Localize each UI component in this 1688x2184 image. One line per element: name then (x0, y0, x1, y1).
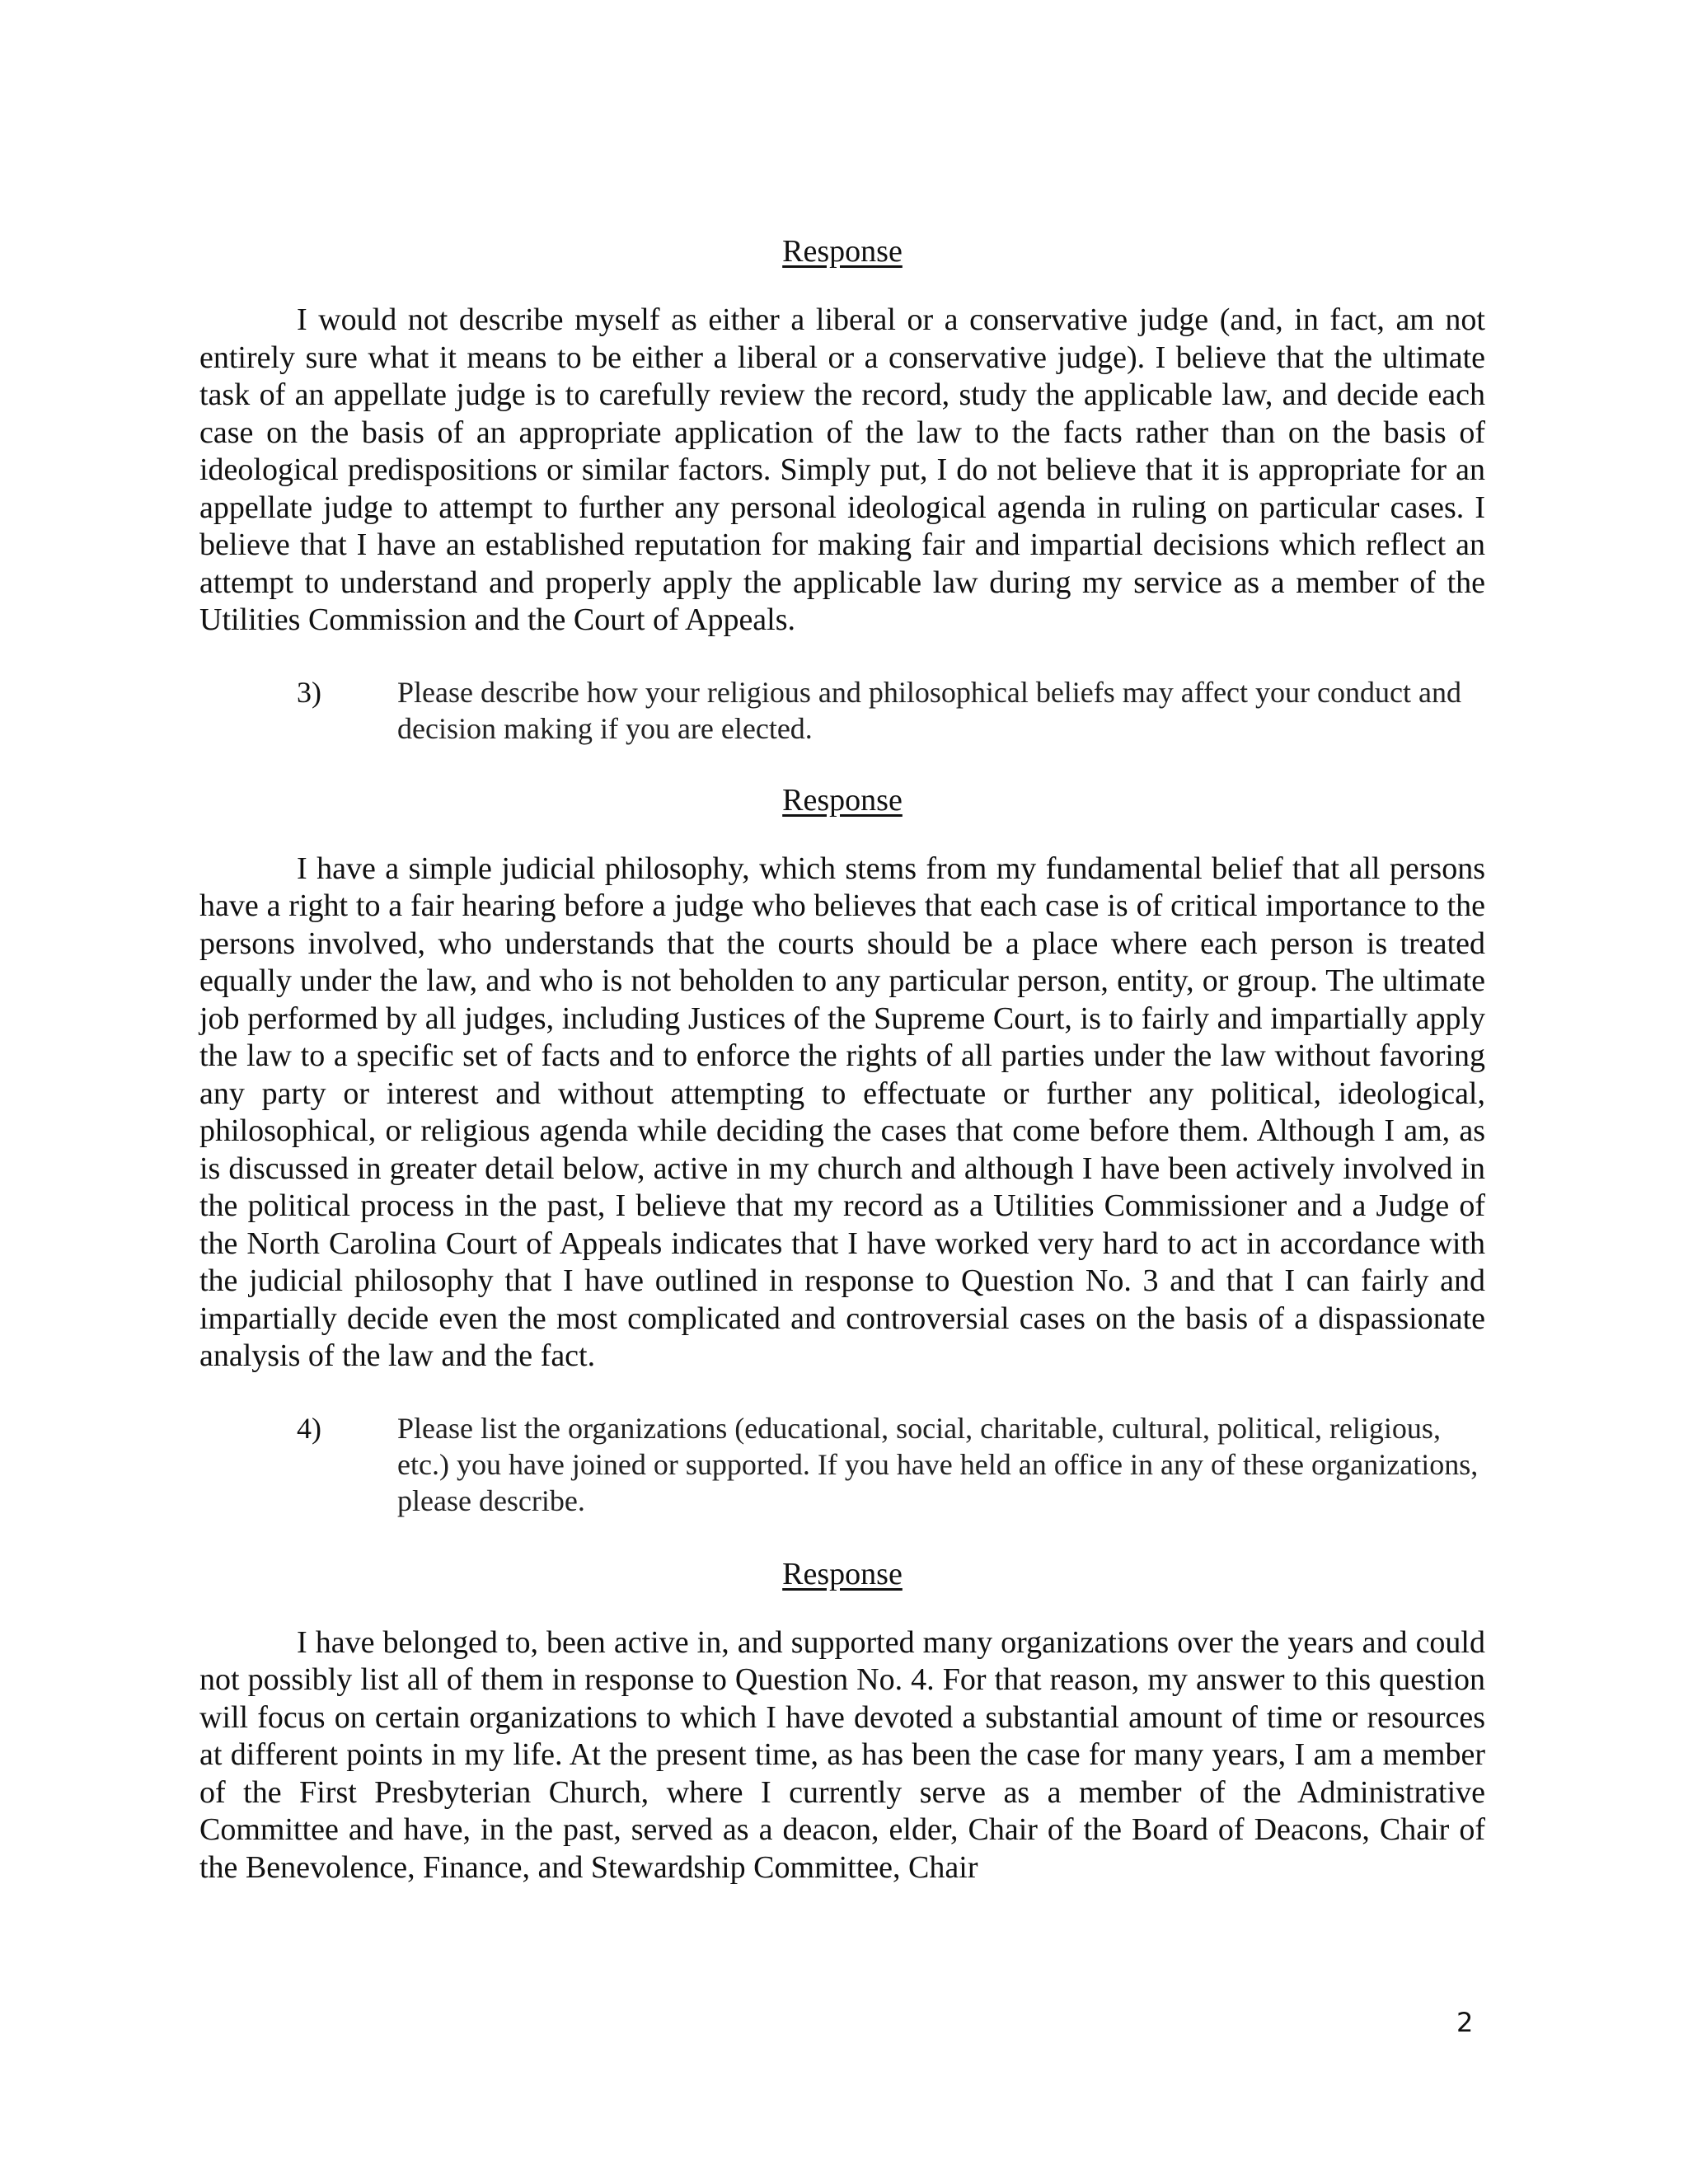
response-paragraph: I would not describe myself as either a liberal or a conservative judge (and, in fact, am not entirely sure what it means to be either a liberal or a conservative judge). I believe that the ultimate task of an appellate judge is to carefully review the record, study the applicable law, and decide each case on the basis of an appropriate application of the law to the facts rather than on the basis of ideological predispositions or similar factors. Simply put, I do not believe that it is appropriate for an appellate judge to attempt to further any personal ideological agenda in ruling on particular cases. I believe that I have an established reputation for making fair and impartial decisions which reflect an attempt to understand and properly apply the applicable law during my service as a member of the Utilities Commission and the Court of Appeals. (199, 302, 1485, 637)
response-heading: Response (782, 1556, 903, 1591)
response-heading: Response (782, 782, 903, 818)
document-body (199, 232, 1485, 1886)
page-number: 2 (1456, 2007, 1474, 2038)
question-number: 3) (297, 675, 321, 709)
response-paragraph: I have belonged to, been active in, and supported many organizations over the years and could not possibly list all of them in response to Question No. 4. For that reason, my answer to this question will focus on certain organizations to which I have devoted a substantial amount of time or resources at different points in my life. At the present time, as has been the case for many years, I am a member of the First Presbyterian Church, where I currently serve as a member of the Administrative Committee and have, in the past, served as a deacon, elder, Chair of the Board of Deacons, Chair of the Benevolence, Finance, and Stewardship Committee, Chair (199, 1624, 1485, 1885)
question-text: Please describe how your religious and philosophical beliefs may affect your conduct and decision making if you are elected. (397, 675, 1461, 745)
question-item (297, 1410, 1485, 1519)
question-number: 4) (297, 1411, 321, 1445)
question-text: Please list the organizations (educational, social, charitable, cultural, political, religious, etc.) you have joined or supported. If you have held an office in any of these organizations, please describe. (397, 1411, 1479, 1517)
response-paragraph: I have a simple judicial philosophy, which stems from my fundamental belief that all persons have a right to a fair hearing before a judge who believes that each case is of critical importance to the persons involved, who understands that the courts should be a place where each person is treated equally under the law, and who is not beholden to any particular person, entity, or group. The ultimate job performed by all judges, including Justices of the Supreme Court, is to fairly and impartially apply the law to a specific set of facts and to enforce the rights of all parties under the law without favoring any party or interest and without attempting to effectuate or further any political, ideological, philosophical, or religious agenda while deciding the cases that come before them. Although I am, as is discussed in greater detail below, active in my church and although I have been actively involved in the political process in the past, I believe that my record as a Utilities Commissioner and a Judge of the North Carolina Court of Appeals indicates that I have worked very hard to act in accordance with the judicial philosophy that I have outlined in response to Question No. 3 and that I can fairly and impartially decide even the most complicated and controversial cases on the basis of a dispassionate analysis of the law and the fact. (199, 851, 1485, 1373)
response-heading: Response (782, 234, 903, 269)
question-item (297, 674, 1485, 747)
